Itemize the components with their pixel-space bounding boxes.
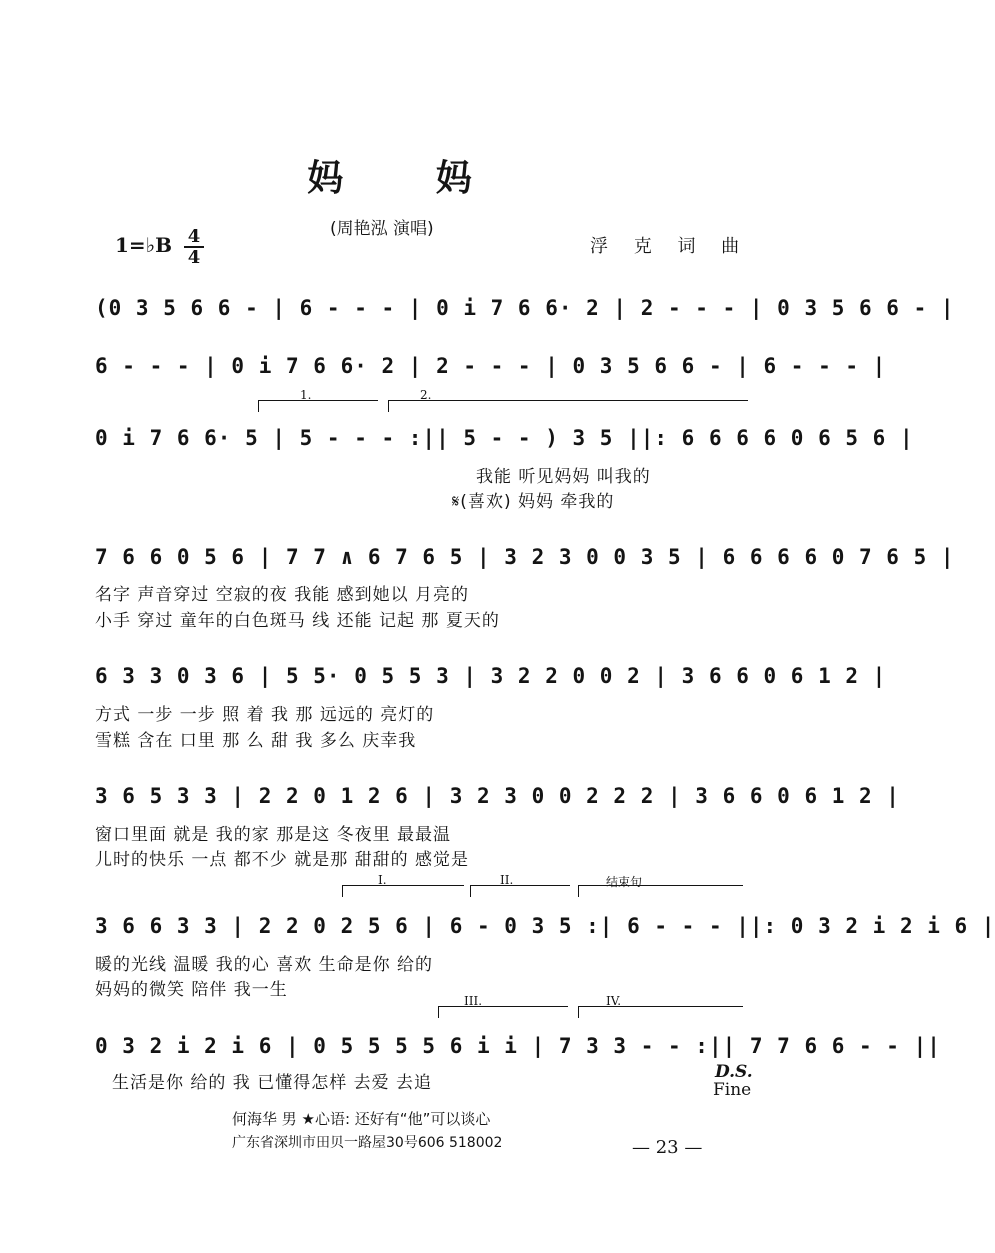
lyric-line: 方式 一步 一步 照 着 我 那 远远的 亮灯的 [95,705,435,725]
volta-tick [258,400,259,412]
song-title: 妈 妈 [307,157,512,199]
volta-tick [342,885,343,897]
page-number: — 23 — [632,1137,703,1158]
volta-tick [438,1006,439,1018]
notation-line: 0 i 7 6 6· 5 | 5 - - - :|| 5 - - ) 3 5 ||: 6 6 6 6 0 6 5 6 | [95,426,914,450]
volta-label: 1. [300,388,312,402]
singer-credit: (周艳泓 演唱) [330,219,434,239]
notation-line: 7 6 6 0 5 6 | 7 7 ∧ 6 7 6 5 | 3 2 3 0 0 3 5 | 6 6 6 6 0 7 6 5 | [95,545,955,569]
notation-line: 6 - - - | 0 i 7 6 6· 2 | 2 - - - | 0 3 5 6 6 - | 6 - - - | [95,354,887,378]
volta-bracket [388,400,748,401]
time-signature-bottom: 4 [187,247,201,268]
notation-line: 0 3 2 i 2 i 6 | 0 5 5 5 5 6 i i | 7 3 3 - - :|| 7 7 6 6 - - || [95,1034,941,1058]
volta-bracket [342,885,464,886]
notation-line: 3 6 6 3 3 | 2 2 0 2 5 6 | 6 - 0 3 5 :| 6 - - - ||: 0 3 2 i 2 i 6 | [95,914,995,938]
lyric-line: 窗口里面 就是 我的家 那是这 冬夜里 最最温 [95,825,452,845]
notation-line: 3 6 5 3 3 | 2 2 0 1 2 6 | 3 2 3 0 0 2 2 2 | 3 6 6 0 6 1 2 | [95,784,900,808]
lyric-line: 生活是你 给的 我 已懂得怎样 去爱 去追 [112,1073,433,1093]
volta-label: II. [500,873,514,887]
lyric-line: 儿时的快乐 一点 都不少 就是那 甜甜的 感觉是 [95,850,470,870]
time-signature-top: 4 [187,226,201,247]
volta-bracket [470,885,570,886]
key-signature: 1=♭B [115,233,173,257]
lyric-line: 𝄋(喜欢) 妈妈 牵我的 [452,492,615,512]
lyric-line: 名字 声音穿过 空寂的夜 我能 感到她以 月亮的 [95,585,470,605]
volta-tick [470,885,471,897]
fine-marking: Fine [713,1080,752,1100]
volta-label: IV. [606,994,622,1008]
volta-bracket [578,1006,743,1007]
volta-label: 结束句 [606,875,643,889]
lyric-line: 暖的光线 温暖 我的心 喜欢 生命是你 给的 [95,955,434,975]
contributor-address: 广东省深圳市田贝一路屋30号606 518002 [232,1135,503,1151]
volta-label: III. [464,994,483,1008]
composer-credit: 浮 克 词 曲 [590,236,750,257]
volta-bracket [258,400,378,401]
volta-tick [578,885,579,897]
lyric-line: 我能 听见妈妈 叫我的 [476,467,651,487]
volta-label: I. [378,873,387,887]
volta-tick [388,400,389,412]
ds-marking: D.S. [715,1062,753,1082]
contributor-note: 何海华 男 ★心语: 还好有“他”可以谈心 [232,1110,491,1128]
volta-tick [578,1006,579,1018]
volta-bracket [438,1006,568,1007]
time-signature [184,228,204,266]
notation-line: 6 3 3 0 3 6 | 5 5· 0 5 5 3 | 3 2 2 0 0 2 | 3 6 6 0 6 1 2 | [95,664,887,688]
notation-line: (0 3 5 6 6 - | 6 - - - | 0 i 7 6 6· 2 | 2 - - - | 0 3 5 6 6 - | [95,296,955,320]
volta-label: 2. [420,388,432,402]
volta-bracket [578,885,743,886]
lyric-line: 妈妈的微笑 陪伴 我一生 [95,980,288,1000]
lyric-line: 小手 穿过 童年的白色斑马 线 还能 记起 那 夏天的 [95,611,500,631]
lyric-line: 雪糕 含在 口里 那 么 甜 我 多么 庆幸我 [95,731,417,751]
